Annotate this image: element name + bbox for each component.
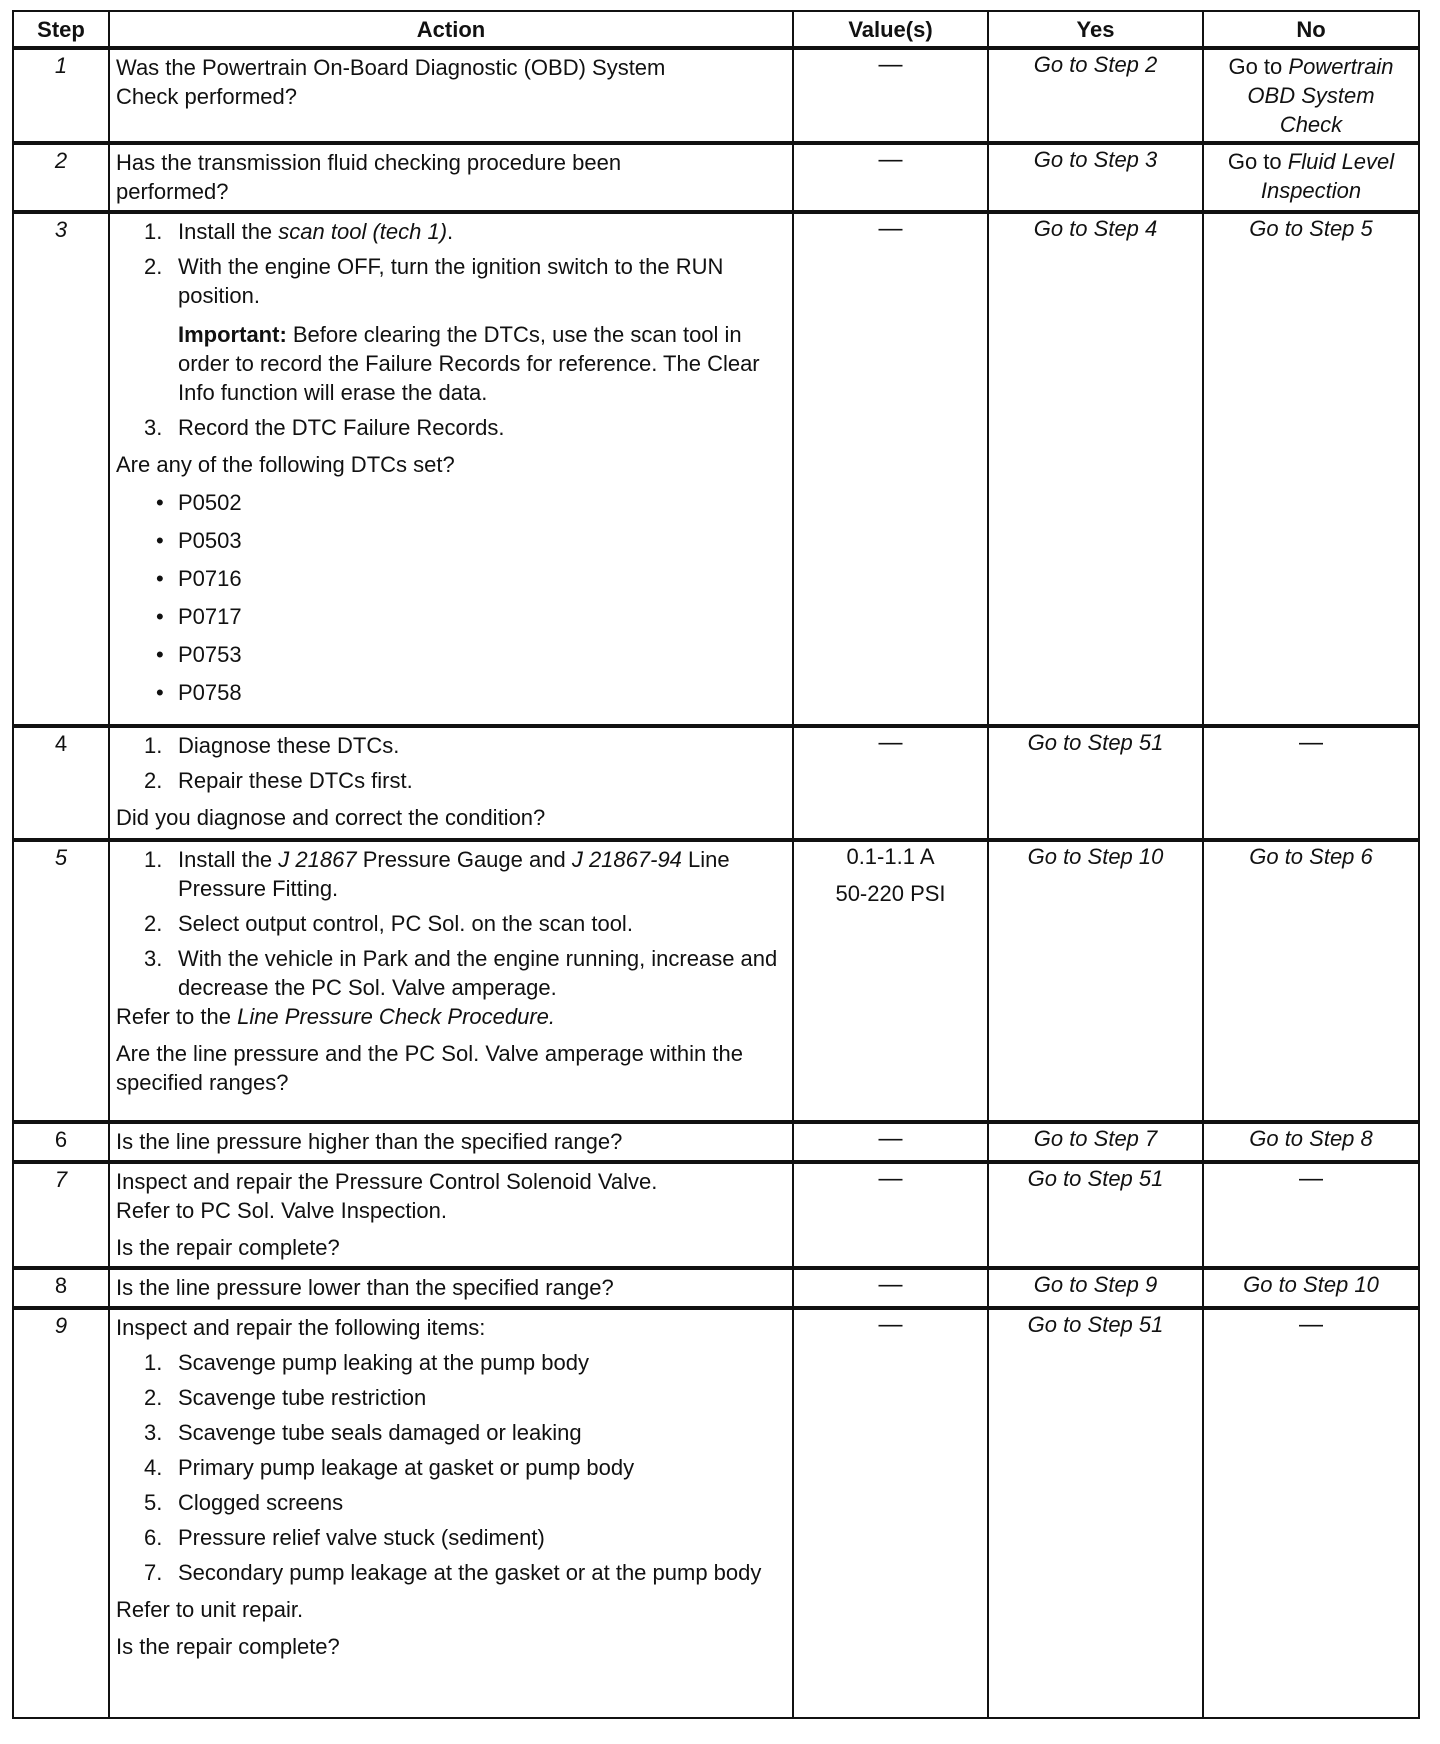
no-text-link: OBD System	[1247, 83, 1375, 108]
yes-text: Go to Step 7	[1033, 1126, 1158, 1151]
step-number: 8	[13, 1268, 109, 1308]
no-text-link: Inspection	[1260, 178, 1362, 203]
no-text-link: Fluid Level	[1287, 149, 1395, 174]
values-cell	[793, 1122, 988, 1162]
yes-text: Go to Step 10	[1027, 844, 1164, 869]
dtc-item: • P0758	[156, 680, 242, 705]
action-text: Inspect and repair the Pressure Control Solenoid Valve.	[116, 1169, 658, 1194]
yes-text: Go to Step 2	[1033, 52, 1158, 77]
list-item: 6. Pressure relief valve stuck (sediment)	[144, 1525, 545, 1550]
no-text-prefix: Go to	[1227, 149, 1282, 174]
value-text: —	[878, 1311, 903, 1338]
dtc-item: • P0503	[156, 528, 242, 553]
question-text: Is the repair complete?	[116, 1634, 340, 1659]
list-item: 1. Diagnose these DTCs.	[144, 733, 400, 758]
no-cell	[1203, 143, 1419, 212]
step-number: 3	[13, 212, 109, 726]
no-text: —	[1299, 1311, 1323, 1338]
question-text: Is the repair complete?	[116, 1235, 340, 1260]
question-text: Are the line pressure and the PC Sol. Valve amperage within the specified ranges?	[116, 1041, 743, 1095]
value-text: —	[878, 146, 903, 173]
no-text-prefix: Go to	[1228, 54, 1283, 79]
step-number: 4	[13, 726, 109, 840]
yes-cell	[988, 48, 1203, 143]
table-row	[13, 1162, 1419, 1268]
yes-cell	[988, 143, 1203, 212]
action-text: Was the Powertrain On-Board Diagnostic (OBD) System	[116, 55, 666, 80]
header-step: Step	[13, 11, 109, 48]
list-item: 2. Select output control, PC Sol. on the scan tool.	[144, 911, 633, 936]
step-number: 6	[13, 1122, 109, 1162]
values-cell	[793, 143, 988, 212]
list-item: 4. Primary pump leakage at gasket or pump body	[144, 1455, 635, 1480]
step-number: 2	[13, 143, 109, 212]
table-row	[13, 48, 1419, 143]
yes-cell	[988, 1122, 1203, 1162]
no-text: —	[1299, 729, 1323, 756]
action-text: Has the transmission fluid checking procedure been	[116, 150, 622, 175]
action-cell	[109, 1122, 793, 1162]
list-item: 3. With the vehicle in Park and the engine running, increase and decrease the PC Sol. Valve amperage.	[144, 946, 778, 1000]
action-text: Is the line pressure higher than the specified range?	[116, 1129, 623, 1154]
no-cell	[1203, 840, 1419, 1122]
list-item: 1. Scavenge pump leaking at the pump body	[144, 1350, 589, 1375]
value-text: —	[878, 215, 903, 242]
table-row	[13, 840, 1419, 1122]
values-cell	[793, 840, 988, 1122]
table-row	[13, 1122, 1419, 1162]
no-text: —	[1299, 1165, 1323, 1192]
yes-text: Go to Step 3	[1033, 147, 1158, 172]
action-text: Refer to PC Sol. Valve Inspection.	[116, 1198, 447, 1223]
no-cell	[1203, 212, 1419, 726]
yes-text: Go to Step 51	[1027, 1166, 1164, 1191]
list-item: 7. Secondary pump leakage at the gasket or at the pump body	[144, 1560, 762, 1585]
values-cell	[793, 1268, 988, 1308]
no-cell	[1203, 1308, 1419, 1718]
action-cell	[109, 143, 793, 212]
yes-cell	[988, 726, 1203, 840]
value-text: —	[878, 1165, 903, 1192]
value-text: —	[878, 51, 903, 78]
values-cell	[793, 212, 988, 726]
list-item: 5. Clogged screens	[144, 1490, 344, 1515]
header-action: Action	[109, 11, 793, 48]
list-item: 1. Install the scan tool (tech 1).	[144, 219, 454, 244]
table-row	[13, 726, 1419, 840]
no-cell	[1203, 726, 1419, 840]
action-cell	[109, 840, 793, 1122]
yes-text: Go to Step 51	[1027, 730, 1164, 755]
action-text: performed?	[116, 179, 229, 204]
header-yes: Yes	[988, 11, 1203, 48]
no-cell	[1203, 48, 1419, 143]
intro-text: Inspect and repair the following items:	[116, 1315, 486, 1340]
value-text: —	[878, 1125, 903, 1152]
no-text: Go to Step 10	[1243, 1272, 1379, 1297]
table-row	[13, 212, 1419, 726]
action-cell	[109, 212, 793, 726]
step-number: 1	[13, 48, 109, 143]
yes-cell	[988, 840, 1203, 1122]
action-text: Check performed?	[116, 84, 297, 109]
step-number: 5	[13, 840, 109, 1122]
yes-text: Go to Step 51	[1027, 1312, 1164, 1337]
list-item: 2. Repair these DTCs first.	[144, 768, 413, 793]
list-item: 2. With the engine OFF, turn the ignition switch to the RUN position.	[144, 254, 724, 308]
step-number: 7	[13, 1162, 109, 1268]
list-item: 2. Scavenge tube restriction	[144, 1385, 427, 1410]
yes-text: Go to Step 4	[1033, 216, 1158, 241]
action-cell	[109, 48, 793, 143]
action-cell	[109, 1268, 793, 1308]
refer-text: Refer to unit repair.	[116, 1597, 304, 1622]
header-no: No	[1203, 11, 1419, 48]
values-cell	[793, 1308, 988, 1718]
header-values: Value(s)	[793, 11, 988, 48]
table-row	[13, 1268, 1419, 1308]
no-cell	[1203, 1162, 1419, 1268]
step-number: 9	[13, 1308, 109, 1718]
dtc-item: • P0717	[156, 604, 242, 629]
yes-cell	[988, 212, 1203, 726]
table-header-row	[13, 11, 1419, 48]
no-text: Go to Step 5	[1249, 216, 1373, 241]
list-item: 3. Record the DTC Failure Records.	[144, 415, 505, 440]
no-cell	[1203, 1122, 1419, 1162]
action-text: Is the line pressure lower than the specified range?	[116, 1275, 614, 1300]
yes-cell	[988, 1268, 1203, 1308]
no-text: Go to Step 8	[1249, 1126, 1373, 1151]
values-cell	[793, 726, 988, 840]
no-text: Go to Step 6	[1249, 844, 1373, 869]
action-cell	[109, 1308, 793, 1718]
table-row	[13, 1308, 1419, 1718]
values-cell	[793, 48, 988, 143]
list-item: 3. Scavenge tube seals damaged or leaking	[144, 1420, 582, 1445]
dtc-item: • P0753	[156, 642, 242, 667]
yes-text: Go to Step 9	[1033, 1272, 1158, 1297]
important-note: Important: Before clearing the DTCs, use the scan tool in order to record the Failure Records for reference. The Clear Info function will erase the data.	[178, 322, 760, 405]
value-text: —	[878, 729, 903, 756]
yes-cell	[988, 1162, 1203, 1268]
yes-cell	[988, 1308, 1203, 1718]
action-cell	[109, 1162, 793, 1268]
list-item: 1. Install the J 21867 Pressure Gauge and J 21867-94 Line Pressure Fitting.	[144, 847, 730, 901]
values-cell	[793, 1162, 988, 1268]
dtc-item: • P0502	[156, 490, 242, 515]
table-row	[13, 143, 1419, 212]
action-cell	[109, 726, 793, 840]
no-cell	[1203, 1268, 1419, 1308]
question-text: Did you diagnose and correct the condition?	[116, 805, 546, 830]
question-text: Are any of the following DTCs set?	[116, 452, 455, 477]
diagnostic-table	[12, 10, 1420, 1719]
value-text: —	[878, 1271, 903, 1298]
no-text-link: Powertrain	[1288, 54, 1394, 79]
value-text: 0.1-1.1 A	[846, 844, 935, 869]
value-text: 50-220 PSI	[835, 881, 946, 906]
dtc-item: • P0716	[156, 566, 242, 591]
refer-text: Refer to the Line Pressure Check Procedure.	[116, 1004, 556, 1029]
no-text-link: Check	[1279, 112, 1343, 137]
